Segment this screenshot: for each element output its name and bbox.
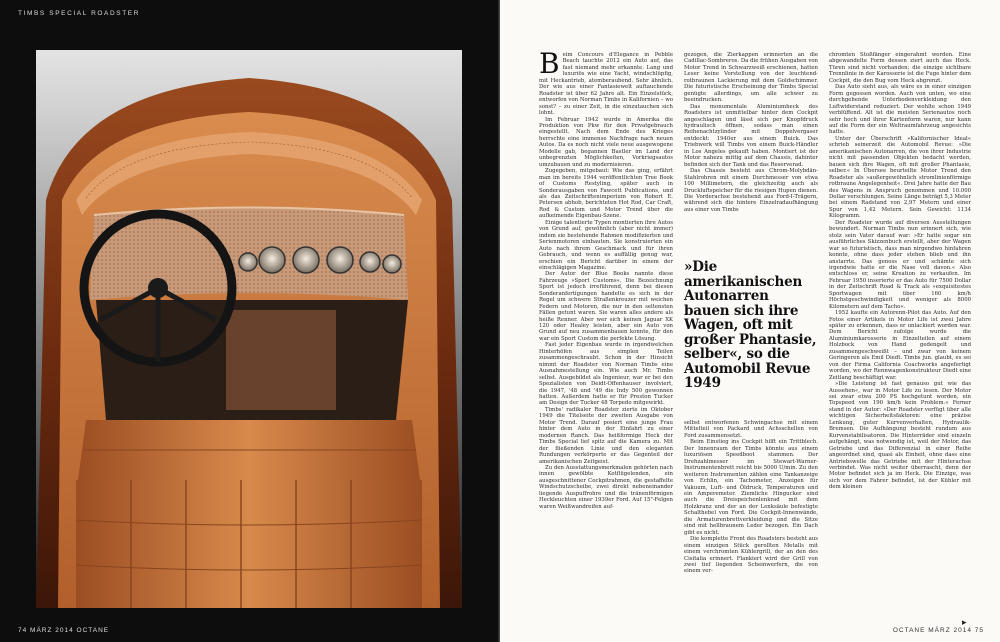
paragraph: Das Auto sieht aus, als wäre es in einer einzigen Form gegossen worden. Auch von unten, wo eine durchgehende Unterbodenverkleidung den Luftwiderstand reduziert. Der wohlte schon 1949 verblüffend. Alt ist die meisten Serienautos noch sehr hoch und ihrer Kartenform waren, nur kann auf die Form der ein Weltraumfahrzeug angesichts hatte.: [829, 84, 971, 136]
paragraph: eim Concours d'Elegance in Pebble Beach tauchte 2012 ein Auto auf, das fast niemand mehr erkannte. Lang und luxuriös wie eine Yacht, windschlüpfig, mit Heckantrieb, atemberaubend. Sehr ähnlich. Der wie aus einer Fantasiewelt auftauchende Roadster ist über 62 Jahre alt. Ein Einzelstück, entworfen von Norman Timbs in Kalifornien – wo sonst? – zu einer Zeit, in die einzutauchen sich lohnt.: [539, 52, 673, 117]
paragraph: Fast jeder Eigenbau wurde in irgendwelchen Hinterhöfen aus simplen Teilen zusammengeschraubt. Schon in der Hinsicht nimmt der Roadster von Norman Timbs eine Ausnahmestellung ein. Wie auch Mr. Timbs selbst. Ausgebildet als Ingenieur, war er bei den Spezialisten von Deidt-Offenhauser involviert, die 1947, '48 und '49 die Indy 500 gewonnen hatten. Außerdem hatte er für Preston Tucker am Design der Tucker 48 Torpedo mitgewirkt.: [539, 342, 673, 407]
paragraph: Zu den Ausstattungsmerkmalen gehörten nach innen gewölbte Kotflügelenden, ein ausgeschnittener Cockpitrahmen, die gestaffelte Windschutzscheibe, zwei direkt nebeneinander liegende Auspuffrohre und die tränenförmigen Heckleuchten einer 1939er Ford. Auf 15"-Felgen waren Weißwandreifen auf-: [539, 465, 673, 510]
paragraph: »Die Leistung ist fast genauso gut wie das Aussehen«, war in Motor Life zu lesen. Der Motor sei zwar etwa 200 PS hochgetunt worden, ein Topspeed von 190 km/h kein Problem.« Ferner stand in der Autor: »Der Roadster verfügt über alle wichtigen Sicherheitsfaktoren: eine präzise Lenkung, guter Kurvenverhalten, Hydraulik-Bremsen. Die Aufhängung besteht rundum aus Kurvenstabilisatoren. Die Hinterräder sind einzeln aufgehängt, was notwendig ist, weil der Motor, das Getriebe und das Differenzial in einer Reihe angeordnet sind, quasi als Einheit, ohne dass eine Antriebswelle das Getriebe mit der Hinterachse verbindet. Was nicht weiter überrascht, denn der Motor befindet sich ja im Heck. Die Einzige, was sich vor dem Fahrer befindet, ist der Kühler mit dem kleinen: [829, 381, 971, 491]
running-head: TIMBS SPECIAL ROADSTER: [18, 10, 141, 17]
paragraph: Im Februar 1942 wurde in Amerika die Produktion von Pkw für den Privatgebrauch eingestellt. Nach dem Ende des Krieges herrschte eine immense Nachfrage nach neuen Autos. Da es noch nicht viele neue ausgewogene Modelle gab, begannen Bastler im Land der unbegrenzten Möglichkeiten, Vorkriegsautos umzubauen und zu modernisieren.: [539, 116, 673, 168]
paragraph: Die komplette Front des Roadsters besteht aus einem einzigen Stück gerollten Metalls mit einem verchromten Kühlergrill, der an den des Cisitalia erinnert. Flankiert wird der Grill von zwei tief liegenden Scheinwerfern, die von einem ver-: [684, 536, 818, 575]
article-column-2-bottom: [684, 420, 818, 615]
paragraph: 1952 kaufte ein Autorenn-Pilot das Auto. Auf den Fotos einer Artikels in Motor Life ist zwei Jahre später zu erkennen, dass er unlackiert worden war. Dem Bericht zufolge wurde die Aluminiumkarosserie in Einzelteilen auf einem Holzbock von Hand gedengelt und zusammengeschweißt – und zwar von keinem Geringeren als Emil Diedt. Timbs jun. glaubt, es sei von der Firma California Coachworks angefertigt worden, wo der Rennwagenkonstrukteur Diedt eine Zeitlang beschäftigt war.: [829, 310, 971, 381]
paragraph: gezogen, die Zierkappen erinnerten an die Cadillac-Sombreros. Da die frühen Ausgaben von Motor Trend in Schwarzweiß erschienen, hatten Leser keine Vorstellung von der leuchtend-rotbraunen Lackierung mit dem Goldschimmer. Die futuristische Erscheinung der Timbs Special genügte allerdings, um alle schwer zu beeindrucken.: [684, 52, 818, 104]
paragraph: Das Chassis besteht aus Chrom-Molybdän-Stahlrohren mit einem Durchmesser von etwa 100 Millimetern, die gleichzeitig auch als Druckluftspeicher für die riesigen Hupen dienen. Die Vorderachse bestehend aus Ford-I-Trägern, während sich die hintere Einzelradaufhängung aus einer von Timbs: [684, 168, 818, 213]
paragraph: Das monumentale Aluminiumheck des Roadsters ist unmittelbar hinter dem Cockpit angeschlagen und lässt sich per Knopfdruck hydraulisch öffnen, sodass man einen Reihenachtzylinder mit Doppelvergaser entdeckt: 1940er aus einem Buick. Das Triebwerk will Timbs von einem Buick-Händler in Los Angeles gekauft haben. Montiert ist der Motor nahezu mittig auf dem Chassis, dahinter befinden sich der Tank und das Reserverad.: [684, 103, 818, 168]
folio-left: 74 MÄRZ 2014 OCTANE: [18, 627, 110, 634]
paragraph: Timbs' radikaler Roadster zierte im Oktober 1949 die Titelseite der zweiten Ausgabe von Motor Trend. Darauf posiert eine junge Frau hinter dem Auto in der Einfahrt zu einer modernen Ranch. Das heißformige Heck der Timbs Special lief spitz auf die Kamera zu. Mit der fließenden Linie und den eleganten Rundungen verkörperte er das Gegenteil der amerikanischen Zeitgeist.: [539, 406, 673, 465]
article-column-3: [829, 52, 971, 615]
paragraph: Einige talentierte Typen montierten ihre Autos von Grund auf, gewöhnlich (aber nicht immer) indem sie bestehende Rahmen modifizierten und Serienmotoren einbauten. Sie konstruierten ein Auto nach ihrem Geschmack und für ihren Gebrauch, und wenn es auffällig genug war, erschien ein Bericht darüber in einem der einschlägigen Magazine.: [539, 219, 673, 271]
paragraph: Zugegeben, mitgebaut: Wie das ging, erfährt man im bereits 1944 veröffentlichten Tree Book of Customs Restyling, später auch in Sonderausgaben von Fawcett Publications, und als das Zeitschriftenimperium von Robert E. Petersen abhob, berichteten Hot Rod, Car Craft, Rod & Custom und Motor Trend über die aufkeimende Eigenbau-Szene.: [539, 168, 673, 220]
paragraph: selbst entworfenen Schwingachse mit einem Mittelteil von Packard und Achsschellen von Ford zusammensetzt.: [684, 420, 818, 439]
roadster-interior-photo: [36, 50, 462, 608]
article-column-1: [539, 52, 673, 615]
drop-cap: B: [539, 52, 560, 80]
article-column-2-top: [684, 52, 818, 248]
paragraph: Der Roadster wurde auf diversen Ausstellungen bewundert. Norman Timbs nun erinnert sich, wie stolz sein Vater darauf war: »Er hatte sogar ein ausführliches Skizzenbuch erstellt, aber der Wagen war so futuristisch, dass man nirgendwo hinfahren konnte, ohne dass jeder stehen blieb und ihn anstarrte. Das genoss er und schämte sich irgendwie hatte er die Nase voll davon.« Also entschloss er, seine Kreation zu verkaufen. Im Februar 1950 inserierte er das Auto für 7500 Dollar in der Zeitschrift Road & Track als »exquisitestes Sportwagen mit über 160 km/h Höchstgeschwindigkeit und weniger als 8000 Kilometern auf dem Tacho«.: [829, 219, 971, 310]
arrow-right-icon: ▸: [962, 618, 967, 628]
paragraph: Unter der Überschrift »Kalifornischer Ideal« schrieb seinerzeit die Automobil Revue: »Die amerikanischen Autonarren, die von ihrer Industrie nicht mit passenden Objekten bedacht werden, bauen sich ihre Wagen, oft mit großer Phantasie, selber.« In Übersee beurteilte Motor Trend den Roadster als »außergewöhnlich stromlinienförmige rotbraune Angelegenheit«. Drei Jahre hatte der Bau des Wagens in Anspruch genommen und 10.000 Dollar verschlungen. Seine Länge beträgt 5,3 Meter bei einem Radstand von 2,97 Metern und einer Spur von 1,42 Metern. Sein Gewicht: 1134 Kilogramm.: [829, 135, 971, 220]
paragraph: Der Autor der Blue Books nannte diese Fahrzeuge »Sport Customs«. Die Bezeichnung Sport ist jedoch irreführend, denn bei diesen Sonderanfertigungen handelte es sich in der Regel um schwere Straßenkreuzer mit weichen Federn und Motoren, die nur in den seltensten Fällen getunt waren. Sie waren alles andere als heiße Renner. Aber wer sich keinen Jaguar XK 120 oder Healey leisten, aber ein Auto von Grund auf neu zusammenbauen konnte, für den war ein Sport Custom die perfekte Lösung.: [539, 271, 673, 342]
folio-right: OCTANE MÄRZ 2014 75: [892, 627, 984, 634]
paragraph: chromten Stoßfänger eingerahmt werden. Eine abgewandelte Form dessen ziert auch das Heck. Türen sind nicht vorhanden; die einzige sichtbare Trennlinie in der Karosserie ist die Fuge hinter dem Cockpit, die den Bug vom Heck abgrenzt.: [829, 52, 971, 84]
pull-quote: »Die amerikanischen Autonarren bauen sich ihre Wagen, oft mit großer Phantasie, selber«, so die Automobil Revue 1949: [684, 259, 817, 391]
paragraph: Beim Einstieg ins Cockpit hilft ein Trittblech. Der Innenraum der Timbs könnte aus einem luxuriösen Speedboot stammen. Der Drehzahlmesser im Stewart-Warner-Instrumentenbrett reicht bis 5000 U/min. Zu den weiteren Instrumenten zählen eine Tankanzeige von Echlin, ein Tachometer, Anzeigen für Vakuum, Luft- und Öldruck, Temperaturen und ein Amperemeter. Ziemliche Hingucker sind auch die Dreispeichenlenkrad mit dem Holzkranz und der an der Lenksäule befestigte Schalthebel von Ford. Die Cockpit-Innenwände, die Armaturenbrettverkleidung und die Sitze sind mit hellbraunem Leder bezogen. Ein Dach gibt es nicht.: [684, 439, 818, 536]
